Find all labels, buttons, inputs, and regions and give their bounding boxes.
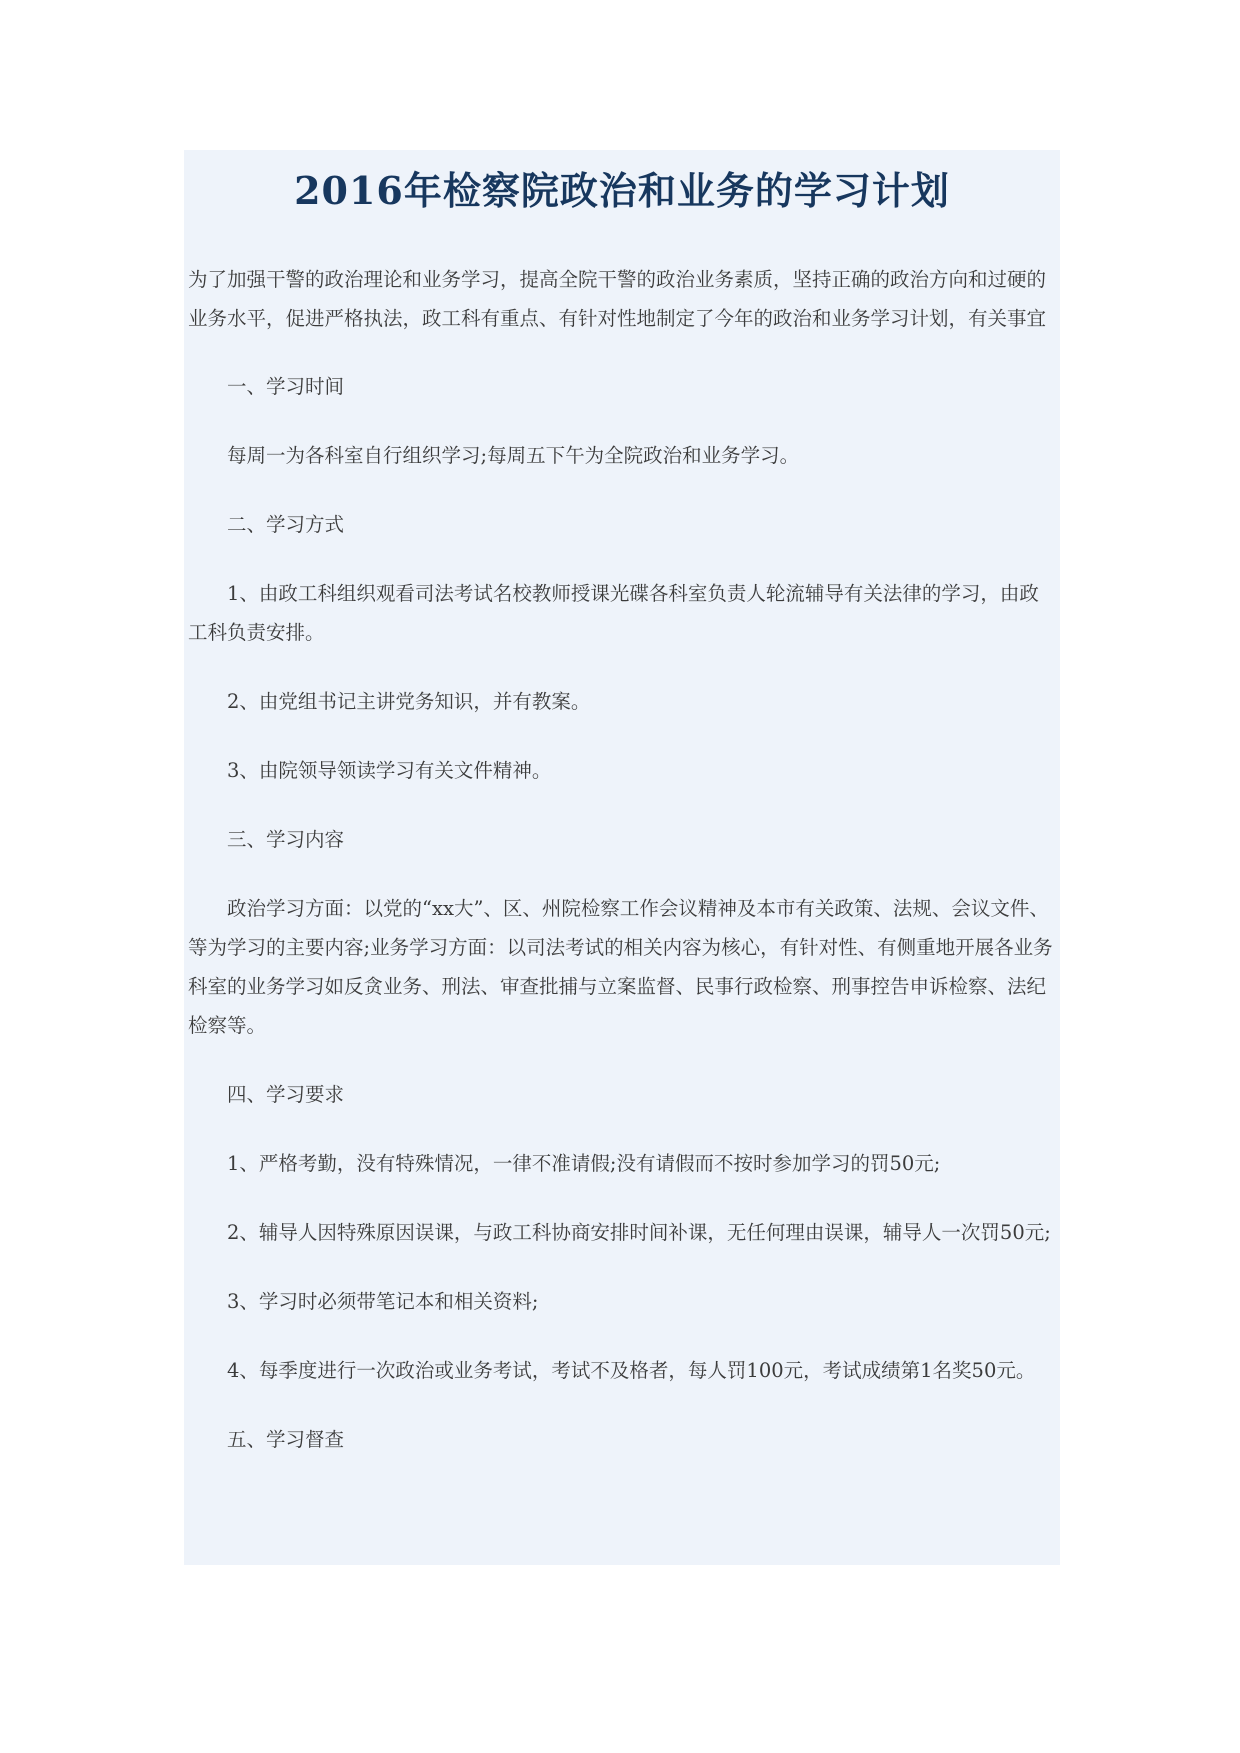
paragraph-requirement-1: 1、严格考勤，没有特殊情况，一律不准请假;没有请假而不按时参加学习的罚50元;	[227, 1152, 941, 1175]
paragraph-method-1: 1、由政工科组织观看司法考试名校教师授课光碟各科室负责人轮流辅导有关法律的学习，由政工科负责安排。	[188, 582, 1039, 644]
paragraph-requirement-3: 3、学习时必须带笔记本和相关资料;	[227, 1290, 539, 1313]
section-heading-study-time: 一、学习时间	[227, 375, 345, 398]
paragraph-method-2: 2、由党组书记主讲党务知识，并有教案。	[227, 690, 591, 713]
document-body	[184, 217, 1060, 1459]
paragraph-requirement-2: 2、辅导人因特殊原因误课，与政工科协商安排时间补课，无任何理由误课，辅导人一次罚50元;	[227, 1221, 1051, 1244]
section-heading-study-supervision: 五、学习督查	[227, 1428, 345, 1451]
document-page	[184, 150, 1060, 1565]
section-heading-study-content: 三、学习内容	[227, 828, 345, 851]
paragraph-method-3: 3、由院领导领读学习有关文件精神。	[227, 759, 552, 782]
section-heading-study-requirements: 四、学习要求	[227, 1083, 345, 1106]
paragraph-requirement-4: 4、每季度进行一次政治或业务考试，考试不及格者，每人罚100元，考试成绩第1名奖50元。	[227, 1359, 1036, 1382]
section-heading-study-method: 二、学习方式	[227, 513, 345, 536]
paragraph-study-content: 政治学习方面：以党的“xx大”、区、州院检察工作会议精神及本市有关政策、法规、会议文件、等为学习的主要内容;业务学习方面：以司法考试的相关内容为核心，有针对性、有侧重地开展各业务科室的业务学习如反贪业务、刑法、审查批捕与立案监督、民事行政检察、刑事控告申诉检察、法纪检察等。	[188, 897, 1053, 1037]
intro-paragraph: 为了加强干警的政治理论和业务学习，提高全院干警的政治业务素质，坚持正确的政治方向和过硬的业务水平，促进严格执法，政工科有重点、有针对性地制定了今年的政治和业务学习计划，有关事宜	[188, 268, 1047, 330]
document-title: 2016年检察院政治和业务的学习计划	[294, 168, 950, 213]
paragraph-study-schedule: 每周一为各科室自行组织学习;每周五下午为全院政治和业务学习。	[227, 444, 800, 467]
